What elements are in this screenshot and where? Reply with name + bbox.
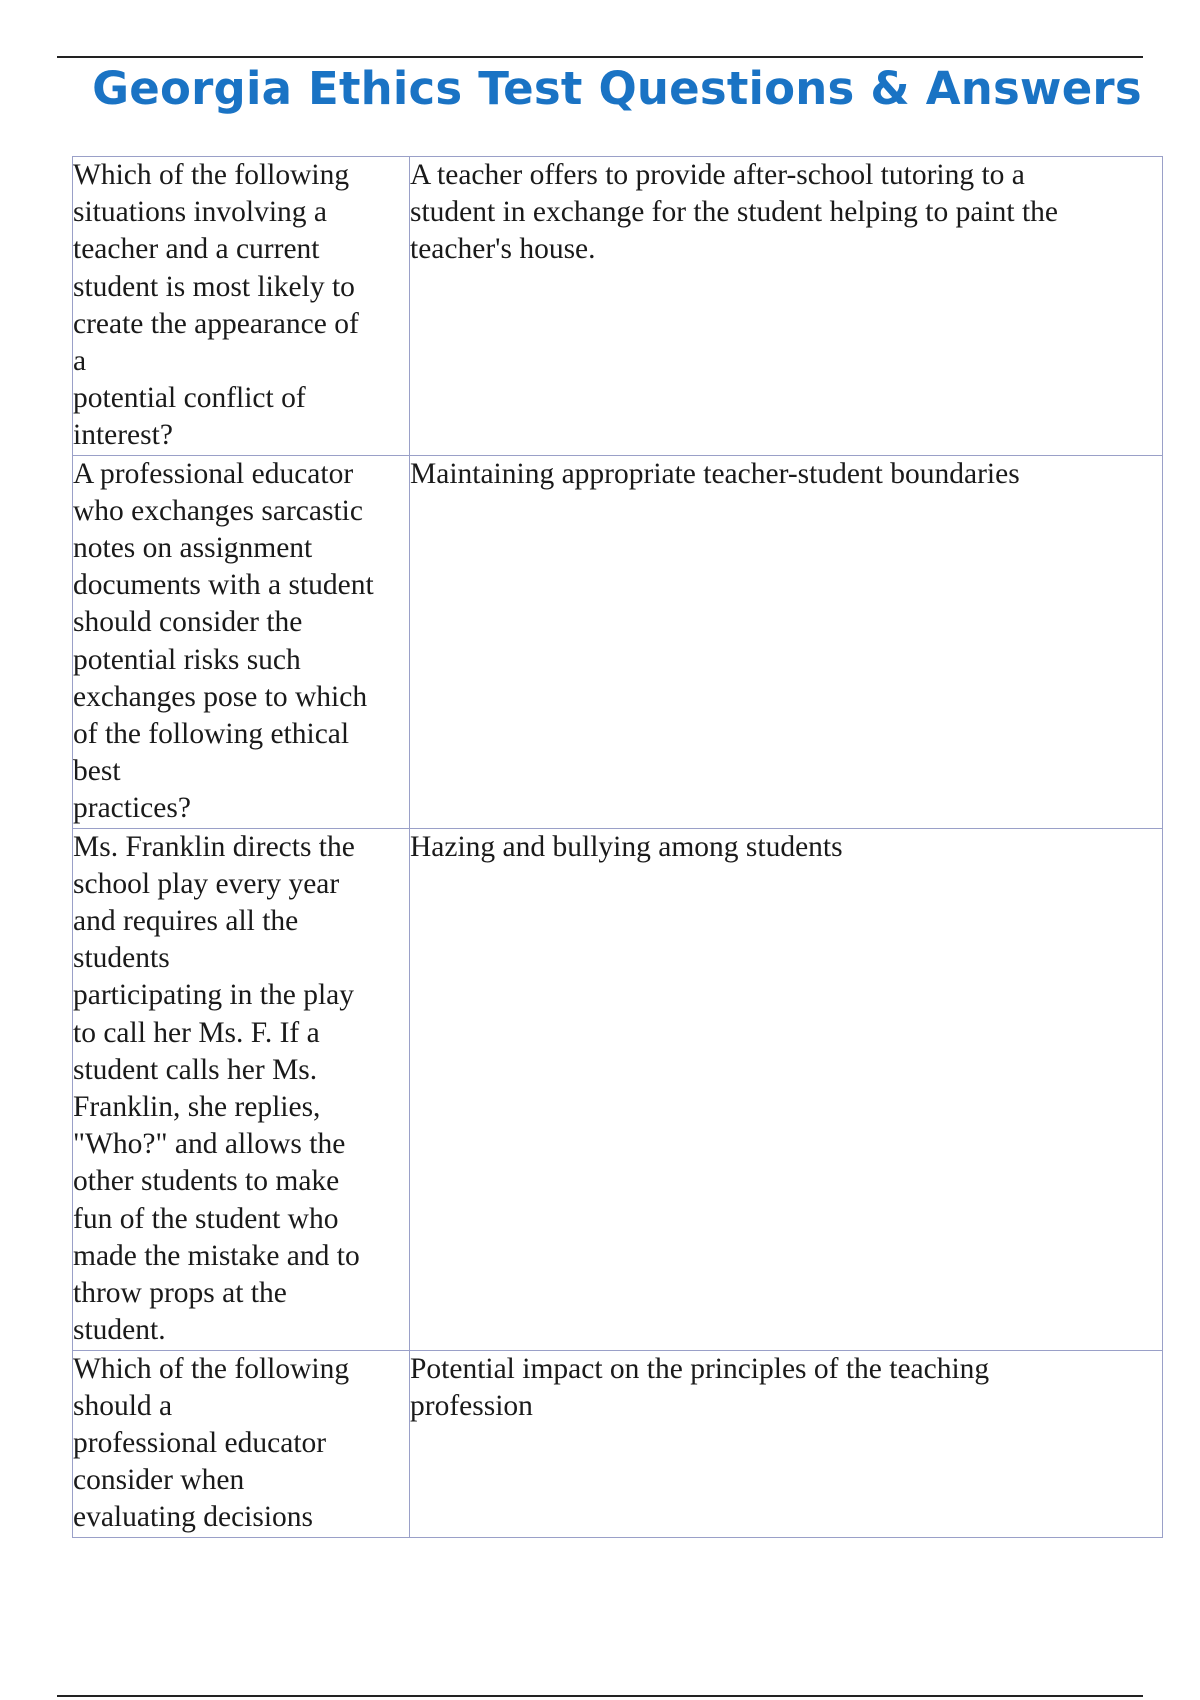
question-text: Which of the following should a professional educator consider when evaluating decisions: [73, 1352, 350, 1534]
table-row: [73, 828, 1163, 1350]
question-text: Ms. Franklin directs the school play every year and requires all the students participating in the play to call her Ms. F. If a student calls her Ms. Franklin, she replies, "Who?" and allows the other students to make fun of the student who made the mistake and to throw props at the student.: [73, 830, 360, 1347]
bottom-rule: [57, 1695, 1143, 1697]
answer-text: Hazing and bullying among students: [410, 830, 843, 863]
answer-cell: [410, 157, 1163, 456]
question-cell: [73, 455, 410, 828]
answer-text: A teacher offers to provide after-school tutoring to a student in exchange for the student helping to paint the teacher's house.: [410, 159, 1059, 266]
qa-table: [72, 156, 1163, 1538]
answer-text: Potential impact on the principles of the teaching profession: [410, 1352, 990, 1422]
table-row: [73, 455, 1163, 828]
question-text: A professional educator who exchanges sarcastic notes on assignment documents with a student should consider the potential risks such exchanges pose to which of the following ethical best practices?: [73, 457, 374, 825]
top-rule: [57, 56, 1143, 58]
answer-cell: [410, 455, 1163, 828]
answer-cell: [410, 1350, 1163, 1537]
answer-text: Maintaining appropriate teacher-student boundaries: [410, 457, 1020, 490]
table-row: [73, 1350, 1163, 1537]
page-title: Georgia Ethics Test Questions & Answers: [92, 62, 1142, 115]
question-cell: [73, 1350, 410, 1537]
answer-cell: [410, 828, 1163, 1350]
question-cell: [73, 828, 410, 1350]
question-cell: [73, 157, 410, 456]
question-text: Which of the following situations involving a teacher and a current student is most likely to create the appearance of a potential conflict of interest?: [73, 159, 359, 452]
table-row: [73, 157, 1163, 456]
